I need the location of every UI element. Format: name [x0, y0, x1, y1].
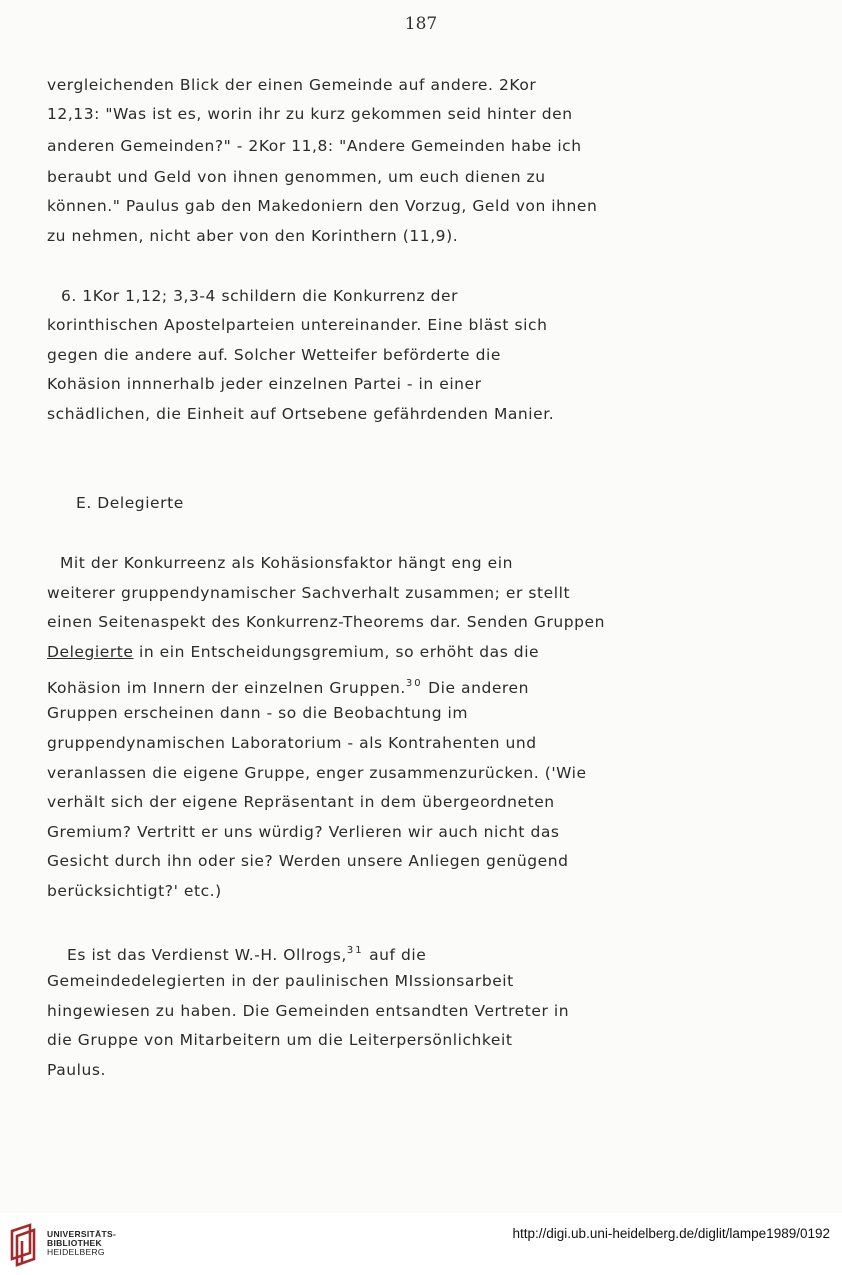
text-line: korinthischen Apostelparteien untereinander. Eine bläst sich — [47, 316, 548, 334]
footnote-ref: 31 — [346, 945, 364, 956]
logo-line: BIBLIOTHEK — [47, 1238, 102, 1248]
text-line: hingewiesen zu haben. Die Gemeinden entsandten Vertreter in — [47, 1002, 570, 1020]
text-span: Die anderen — [422, 679, 529, 697]
text-line: Mit der Konkurreenz als Kohäsionsfaktor hängt eng ein — [60, 554, 513, 572]
text-line: Gremium? Vertritt er uns würdig? Verlieren wir auch nicht das — [47, 823, 560, 841]
text-line: beraubt und Geld von ihnen genommen, um euch dienen zu — [47, 168, 546, 186]
library-logo-icon — [8, 1223, 38, 1267]
text-line: gruppendynamischen Laboratorium - als Kontrahenten und — [47, 734, 537, 752]
text-line — [47, 642, 539, 662]
text-span: auf die — [363, 946, 427, 964]
section-heading: E. Delegierte — [76, 494, 184, 512]
text-line: Gemeindedelegierten in der paulinischen MIssionsarbeit — [47, 972, 514, 990]
footer-bar — [0, 1213, 842, 1275]
text-line: verhält sich der eigene Repräsentant in dem übergeordneten — [47, 793, 555, 811]
text-line: veranlassen die eigene Gruppe, enger zusammenzurücken. ('Wie — [47, 764, 587, 782]
text-span: Kohäsion im Innern der einzelnen Gruppen. — [47, 679, 406, 697]
logo-line: UNIVERSITÄTS- — [47, 1229, 117, 1239]
text-line: berücksichtigt?' etc.) — [47, 882, 222, 900]
text-line: zu nehmen, nicht aber von den Korinthern (11,9). — [47, 227, 459, 245]
underlined-term: Delegierte — [47, 643, 134, 661]
text-line: die Gruppe von Mitarbeitern um die Leiterpersönlichkeit — [47, 1031, 513, 1049]
text-line: Gruppen erscheinen dann - so die Beobachtung im — [47, 704, 469, 722]
text-line: können." Paulus gab den Makedoniern den Vorzug, Geld von ihnen — [47, 197, 598, 215]
text-line: Gesicht durch ihn oder sie? Werden unsere Anliegen genügend — [47, 852, 569, 870]
text-line: schädlichen, die Einheit auf Ortsebene gefährdenden Manier. — [47, 405, 555, 423]
text-line — [47, 674, 529, 698]
footnote-ref: 30 — [405, 678, 423, 689]
text-line: Kohäsion innnerhalb jeder einzelnen Partei - in einer — [47, 375, 482, 393]
text-line — [67, 941, 426, 965]
text-span: Es ist das Verdienst W.-H. Ollrogs, — [67, 946, 347, 964]
text-line: 12,13: "Was ist es, worin ihr zu kurz gekommen seid hinter den — [47, 105, 573, 123]
page-number: 187 — [404, 14, 438, 34]
text-line: Paulus. — [47, 1061, 106, 1079]
text-line: gegen die andere auf. Solcher Wetteifer beförderte die — [47, 346, 501, 364]
library-logo-text — [47, 1230, 116, 1257]
text-line: weiterer gruppendynamischer Sachverhalt zusammen; er stellt — [47, 584, 571, 602]
text-line: anderen Gemeinden?" - 2Kor 11,8: "Andere Gemeinden habe ich — [47, 137, 582, 155]
logo-line: HEIDELBERG — [47, 1247, 105, 1257]
text-line: einen Seitenaspekt des Konkurrenz-Theorems dar. Senden Gruppen — [47, 613, 605, 631]
text-line: 6. 1Kor 1,12; 3,3-4 schildern die Konkurrenz der — [61, 287, 459, 305]
text-line: vergleichenden Blick der einen Gemeinde auf andere. 2Kor — [47, 76, 537, 94]
text-span: in ein Entscheidungsgremium, so erhöht das die — [133, 643, 540, 661]
source-url-link[interactable]: http://digi.ub.uni-heidelberg.de/diglit/lampe1989/0192 — [512, 1226, 830, 1241]
